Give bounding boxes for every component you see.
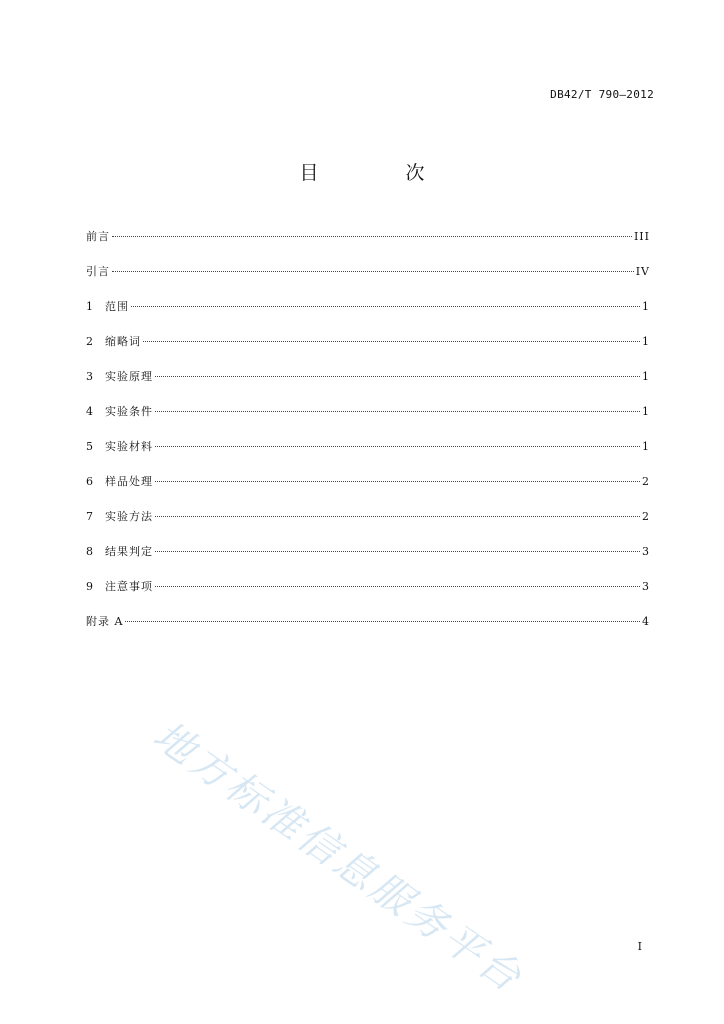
toc-leader-dots (155, 551, 640, 552)
toc-entry-page: IV (635, 265, 650, 278)
toc-leader-dots (143, 341, 640, 342)
toc-entry-number: 7 (86, 510, 93, 523)
toc-entry[interactable] (86, 578, 650, 613)
toc-entry-label: 实验材料 (105, 440, 153, 453)
watermark: 地方标准信息服务平台 (144, 712, 532, 1003)
toc-leader-dots (125, 621, 640, 622)
toc-entry-label: 前言 (86, 230, 110, 243)
toc-entry[interactable] (86, 263, 650, 298)
toc-leader-dots (112, 236, 632, 237)
table-of-contents (86, 228, 650, 648)
toc-entry-page: 2 (642, 475, 650, 488)
toc-entry-label: 引言 (86, 265, 110, 278)
page-number: I (637, 940, 642, 953)
toc-entry[interactable] (86, 438, 650, 473)
toc-entry[interactable] (86, 333, 650, 368)
toc-entry-number: 6 (86, 475, 93, 488)
toc-entry-page: 3 (642, 580, 650, 593)
toc-entry-page: 1 (642, 405, 650, 418)
toc-entry[interactable] (86, 228, 650, 263)
toc-leader-dots (155, 481, 640, 482)
toc-leader-dots (112, 271, 634, 272)
toc-entry[interactable] (86, 368, 650, 403)
toc-entry-page: 1 (642, 370, 650, 383)
toc-entry-page: 1 (642, 300, 650, 313)
toc-entry-number: 1 (86, 300, 93, 313)
toc-leader-dots (155, 516, 640, 517)
toc-entry-label: 缩略词 (105, 335, 141, 348)
document-code: DB42/T 790—2012 (550, 88, 654, 101)
toc-entry-page: 2 (642, 510, 650, 523)
toc-entry-page: 1 (642, 335, 650, 348)
toc-entry[interactable] (86, 508, 650, 543)
toc-entry-label: 实验原理 (105, 370, 153, 383)
toc-entry[interactable] (86, 613, 650, 648)
toc-entry-number: 9 (86, 580, 93, 593)
toc-entry-page: III (633, 230, 650, 243)
toc-title: 目 次 (299, 162, 459, 184)
toc-leader-dots (155, 446, 640, 447)
toc-entry-number: 8 (86, 545, 93, 558)
toc-leader-dots (131, 306, 640, 307)
toc-entry[interactable] (86, 543, 650, 578)
toc-entry-number: 4 (86, 405, 93, 418)
toc-entry-label: 实验方法 (105, 510, 153, 523)
toc-entry-label: 结果判定 (105, 545, 153, 558)
toc-leader-dots (155, 411, 640, 412)
toc-leader-dots (155, 376, 640, 377)
toc-entry-label: 附录 A (86, 615, 124, 628)
toc-entry[interactable] (86, 473, 650, 508)
toc-entry-label: 实验条件 (105, 405, 153, 418)
toc-entry[interactable] (86, 298, 650, 333)
toc-entry-page: 3 (642, 545, 650, 558)
toc-entry-number: 2 (86, 335, 93, 348)
toc-leader-dots (155, 586, 640, 587)
toc-entry-label: 注意事项 (105, 580, 153, 593)
toc-entry-page: 4 (642, 615, 650, 628)
toc-entry-number: 3 (86, 370, 93, 383)
toc-entry[interactable] (86, 403, 650, 438)
toc-entry-number: 5 (86, 440, 93, 453)
toc-entry-page: 1 (642, 440, 650, 453)
toc-entry-label: 范围 (105, 300, 129, 313)
toc-entry-label: 样品处理 (105, 475, 153, 488)
